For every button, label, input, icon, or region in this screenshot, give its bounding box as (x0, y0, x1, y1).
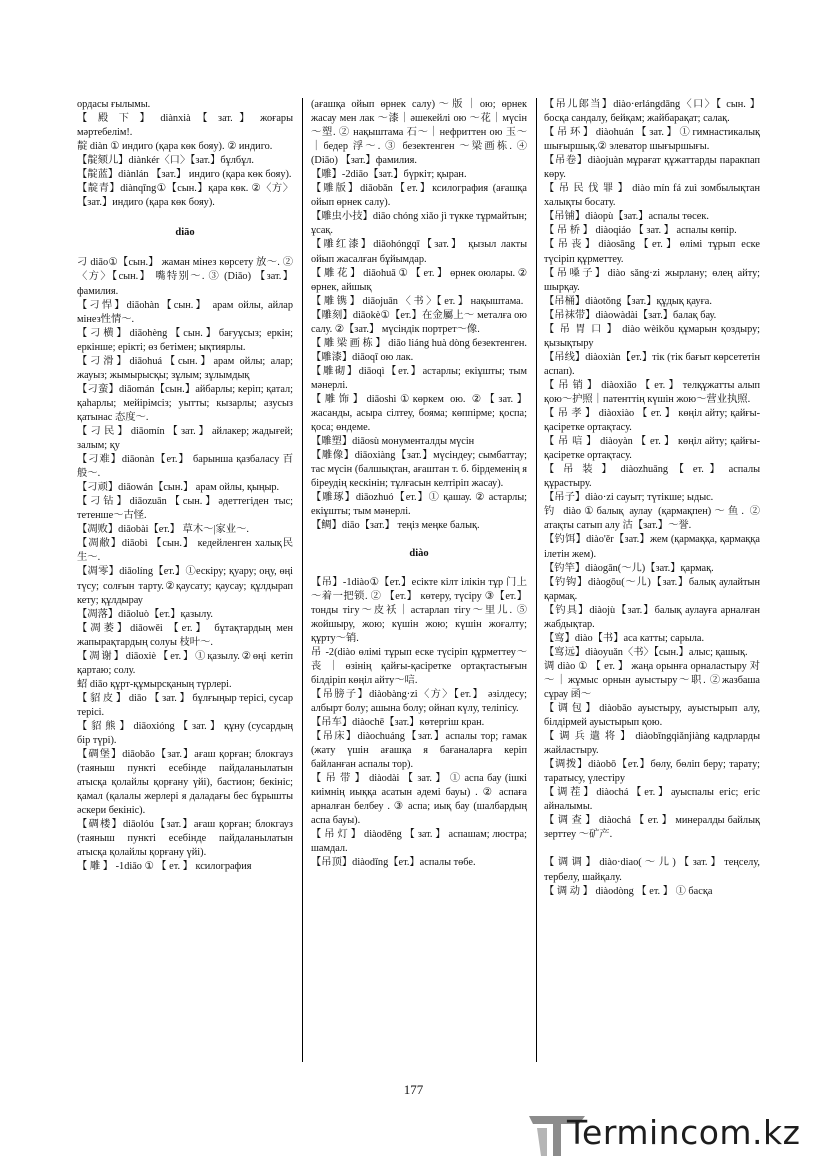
dictionary-entry: 【吊儿郎当】diào·erlángdāng〈口〉【 сын. 】 босқа сандалу, бейқам; жайбарақат; салақ. (544, 99, 760, 125)
dictionary-entry: 【 调 调 】 diào·diao( ～ 儿 ) 【 зат. 】 теңселу, тербелу, шайқалу. (544, 857, 760, 883)
column-divider (302, 98, 303, 1062)
dictionary-entry: 【雕琢】diāozhuó【ет.】① қашау. ② астарлы; екіұшты; тым мәнерлі. (311, 492, 527, 518)
dictionary-entry: 【靛颏儿】diànkér〈口〉【зат.】бұлбұл. (77, 155, 254, 167)
dictionary-entry: 【刁悍】diāohàn【сын.】 арам ойлы, айлар мінез性情～. (77, 299, 293, 325)
dictionary-entry: 【雕刻】diāokè①【ет.】在金屬上～ металға ою салу. ②【зат.】 мүсіндік портрет～像. (311, 309, 527, 335)
dictionary-entry: 吊 -2(diào өлімі тұрып еске түсіріп құрметтеу～丧｜өзінің қайғы-қасіретке ортақтастығын білдіріп көңіл айту～唁. (311, 646, 527, 686)
dictionary-entry: 【 雕 梁 画 栋 】 diāo liáng huà dòng безектенген. (311, 337, 527, 349)
dictionary-entry: 蛁 diāo құрт-құмырсқаның түрлері. (77, 678, 232, 690)
page-number: 177 (403, 1082, 424, 1097)
dictionary-entry: 【刁蛮】diāomán【сын.】айбарлы; керіп; қатал; қаһарлы; мейірімсіз; уытты; кызарлы; азусыз қатынас 态度～. (77, 383, 293, 423)
dictionary-entry: 【 吊 桥 】 diàoqiáo 【 зат. 】 аспалы көпір. (544, 225, 737, 237)
dictionary-entry: 【雕砌】diāoqì【ет.】астарлы; екіұшты; тым мәнерлі. (311, 365, 527, 391)
column-divider (536, 98, 537, 1062)
dictionary-entry: 【雕虫小技】diāo chóng xiǎo jì түкке тұрмайтын; ұсақ. (311, 211, 527, 237)
dictionary-entry: 【钓具】diàojù【зат.】балық аулауға арналған жабдықтар. (544, 604, 760, 630)
dictionary-entry: 【 吊 胃 口 】 diào wèikǒu құмарын қоздыру; қызықтыру (544, 323, 760, 349)
dictionary-entry: 靛 diàn ① индиго (қара көк бояу). ② индиго. (77, 141, 273, 153)
dictionary-entry: 【调包】diàobāo ауыстыру, ауыстырып алу, білдірмей ауыстырып қою. (544, 703, 760, 729)
dictionary-entry: ордасы ғылымы. (77, 99, 151, 110)
dictionary-entry: 【 刁 民 】 diāomín 【 зат. 】 айлакер; жадығей; залым; қу (77, 425, 293, 452)
dictionary-entry: 【 殿 下 】 diànxià 【 зат. 】 жоғары мәртебелім!. (77, 113, 293, 139)
entry-spacer (544, 842, 760, 856)
section-heading: diào (409, 548, 429, 560)
dictionary-entry: 【 雕 镌 】 diāojuān 〈 书 〉【 ет. 】 нақыштама. (311, 295, 524, 307)
dictionary-entry: 【凋落】diāoluò【ет.】қазылу. (77, 608, 213, 620)
dictionary-entry: 【吊桶】diàotǒng【зат.】құдық қауға. (544, 295, 712, 307)
column-3 (544, 98, 760, 899)
dictionary-entry: 【 雕 花 】 diāohuā ① 【 ет. 】 өрнек оюлары. ② өрнек, айшық (311, 267, 527, 293)
dictionary-entry: 【凋谢】diāoxiè【ет.】①қазылу.②өңі кетіп қартаю; солу. (77, 650, 293, 676)
dictionary-entry: 【鲷】diāo【зат.】 теңіз меңке балық. (311, 520, 480, 532)
dictionary-entry: 【凋败】diāobài【ет.】 草木～|家业～. (77, 524, 249, 536)
dictionary-entry: 【 调 动 】 diàodòng 【 ет. 】 ① басқа (544, 885, 713, 897)
column-1 (77, 98, 293, 874)
dictionary-entry: 【吊】-1diào①【ет.】есікте кілт ілікін тұр 门上～着一把锁. ② 【ет.】 көтеру, түсіру ③【ет.】 тонды тігу～皮袄｜астарлап тігу～里儿. ⑤ жойшыру, жою; күшін жою; күшін жоғалту; құрту～销. (311, 576, 527, 644)
dictionary-entry: 【雕】-2diāo【зат.】бүркіт; қыран. (311, 169, 467, 181)
dictionary-entry: 【吊铺】diàopù【зат.】аспалы төсек. (544, 211, 709, 223)
dictionary-entry: 【凋萎】diāowěi 【ет.】 бұтақтардың мен жапырақтардың солуы 枝叶～. (77, 622, 293, 648)
dictionary-entry: 【吊膀子】diàobàng·zi〈方〉【ет.】 әзілдесу; албырт болу; ашына болу; ойнап күлу, теліпісу. (311, 688, 527, 714)
dictionary-entry: 【雕像】diāoxiàng【зат.】мүсіндеу; сымбаттау; тас мүсін (балшықтан, ағаштан т. б. бірдеменің я біреудің кескінін; тұлғасын келтіріп жасау). (311, 450, 527, 490)
dictionary-entry: 【刁难】diāonàn【ет.】 барынша қазбаласу 百般～. (77, 454, 293, 480)
dictionary-entry: 【 调 查 】 diàochá 【 ет. 】 минералды байлық зерттеу ～矿产. (544, 815, 760, 841)
termincom-logo[interactable] (527, 1110, 817, 1158)
dictionary-entry: 【刁顽】diāowán【сын.】 арам ойлы, қыңыр. (77, 482, 280, 494)
dictionary-entry: 【凋敝】diāobì 【сын.】 кедейленген халық民生～. (77, 538, 293, 564)
dictionary-entry: 【 雕 】 -1diāo ① 【 ет. 】 ксилография (77, 861, 252, 873)
dictionary-entry: 【吊嗓子】diào sǎng·zi жырлану; өлең айту; шырқау. (544, 267, 760, 293)
dictionary-entry: 【 吊 民 伐 罪 】 diào mín fá zuì зомбылықтан халықты босату. (544, 183, 760, 209)
dictionary-entry: (ағашқа ойып өрнек салу)～版｜ою; өрнек жасау мен лак ～漆｜әшекейлі ою ～花｜мүсін ～塑. ② нақыштама 石～｜нефриттен ою 玉～｜бедер 浮～. ③ безектенген ～梁画栋. ④ (Diāo) 【зат.】фамилия. (311, 99, 527, 167)
dictionary-entry: 【凋零】diāolíng【ет.】①ескіру; қуару; оңу, өңі түсу; солғын тарту.②қаусату; қаусау; құлдырап кету; құлдырау (77, 566, 293, 606)
dictionary-entry: 【雕版】diāobǎn【ет.】ксилография (ағашқа ойып өрнек салу). (311, 183, 527, 209)
dictionary-entry: 【 吊 孝 】 diàoxiào 【 ет. 】 көңіл айту; қайғы-қасіретке ортақтасу. (544, 408, 760, 434)
dictionary-entry: 【钓竿】diàogān(～儿)【зат.】қармақ. (544, 562, 714, 574)
dictionary-entry: 【窎】diào【书】аса катты; сарыла. (544, 632, 705, 644)
dictionary-entry: 调 diào ① 【 ет. 】 жаңа орынға орналастыру 对～｜жұмыс орнын ауыстыру～职. ②жазбаша сұрау 函～ (544, 660, 760, 700)
dictionary-entry: 【雕红漆】diāohóngqī【зат.】 қызыл лакты ойып жасалған бұйымдар. (311, 239, 527, 265)
dictionary-entry: 【碉楼】diāolóu【зат.】ағаш қорған; блокгауз (таяныш пункті есебінде пайдаланылатын атысқа қолайлы қорғану үйі). (77, 819, 293, 859)
dictionary-entry: 【碉堡】diāobǎo【зат.】ағаш қорған; блокгауз (таяныш пункті есебінде пайдаланылатын атысқа қолайлы қорғану үйі), бастион; бекініс; қамал (қалалы жерлері я даладағы бес бұрышты әскери бекініс). (77, 749, 293, 817)
dictionary-entry: 【钓饵】diào'ěr【зат.】жем (қармаққа, қармаққа ілетін жем). (544, 534, 760, 560)
dictionary-entry: 【雕漆】diāoqī ою лак. (311, 351, 414, 363)
dictionary-entry: 【吊车】diàochē【зат.】көтергіш кран. (311, 716, 485, 728)
dictionary-entry: 【吊线】diàoxiàn【ет.】тік (тік бағыт көрсететін аспап). (544, 351, 760, 377)
dictionary-entry: 【吊床】diàochuáng【зат.】аспалы тор; гамак (жату үшін ағашқа я бағаналарға керіп байланған аспалы тор). (311, 731, 527, 771)
dictionary-entry: 钓 diào①балық аулау (қармақпен)～鱼. ② атақты сатып алу 沽【зат.】～誉. (544, 506, 760, 532)
dictionary-entry: 【 吊 唁 】 diàoyàn 【 ет. 】 көңіл айту; қайғы-қасіретке ортақтасу. (544, 436, 760, 462)
dictionary-entry: 【 吊 灯 】 diàodēng 【 зат. 】 аспашам; люстра; шамдал. (311, 829, 527, 855)
logo-text: Termincom.kz (567, 1113, 801, 1152)
dictionary-entry: 【 貂 皮 】 diāo 【 зат. 】 бұлғыңыр терісі, сусар терісі. (77, 692, 293, 718)
dictionary-entry: 【靛蓝】diànlán 【зат.】 индиго (қара көк бояу). (77, 169, 292, 181)
dictionary-entry: 刁 diāo①【сын.】 жаман мінез көрсету 放～. ②〈方〉【сын.】 嘴特别～. ③ (Diāo) 【зат.】фамилия. (77, 257, 293, 297)
dictionary-entry: 【 吊 带 】 diàodài 【 зат. 】 ① аспа бау (ішкі киімнің иыққа асатын әдемі бауы) . ② аспаға арналған белбеу . ③ аспа; иық бау (шалбардың аспа бауы). (311, 773, 527, 827)
dictionary-entry: 【 调 兵 遣 将 】 diàobīngqiǎnjiàng кадрларды жайластыру. (544, 731, 760, 757)
dictionary-entry: 【刁横】diāohèng【сын.】бағуұсыз; еркін; еркінше; ерікті; өз бетімен; ықтиярлы. (77, 327, 293, 353)
dictionary-entry: 【调茬】diàochá【ет.】ауыспалы егіс; егіс айналымы. (544, 787, 760, 813)
dictionary-entry: 【吊袜带】diàowàdài【зат.】балақ бау. (544, 309, 717, 321)
dictionary-entry: 【吊卷】diàojuàn мұрағат құжаттарды паракпап көру. (544, 155, 760, 181)
dictionary-entry: 【刁钻】diāozuān【сын.】әдеттегіден тыс; тетенше～古怪. (77, 496, 293, 522)
dictionary-entry: 【 吊 销 】 diàoxiāo 【 ет. 】 телқұжатты алып қою～护照｜патенттің күшін жою～营业执照. (544, 379, 760, 405)
dictionary-entry: 【雕塑】diāosù монументалды мүсін (311, 436, 475, 448)
dictionary-entry: 【靛青】diànqīng①【сын.】қара көк. ②〈方〉【зат.】индиго (қара көк бояу). (77, 183, 293, 209)
dictionary-entry: 【雕饰】diāoshì①көркем ою. ②【зат.】 жасанды, асыра сілтеу, бояма; көппірме; қоспа; қоса; өндеме. (311, 393, 527, 434)
dictionary-entry: 【吊丧】diàosāng【ет.】өлімі тұрып еске түсіріп құрметтеу. (544, 239, 760, 265)
dictionary-entry: 【 貂 熊 】 diāoxióng 【 зат. 】 құну (сусардың бір түрі). (77, 720, 293, 747)
section-heading: diāo (175, 227, 195, 239)
dictionary-entry: 【 吊 环 】 diàohuán 【 зат. 】 ① гимнастикалық шығыршық.② элеватор шығыршығы. (544, 127, 760, 153)
dictionary-entry: 【刁滑】diāohuá【сын.】арам ойлы; алар; жауыз; жымырысқы; зұлым; зұлымдық (77, 355, 293, 381)
dictionary-entry: 【 吊 装 】 diàozhuāng 【 ет. 】 аспалы құрастыру. (544, 464, 760, 490)
dictionary-entry: 【吊子】diào·zi сауыт; түтікше; ыдыс. (544, 492, 714, 504)
dictionary-entry: 【调拨】diàobō【ет.】бөлу, бөліп беру; тарату; таратысу, үлестіру (544, 759, 760, 785)
column-2 (311, 98, 527, 870)
dictionary-entry: 【吊顶】diàodǐng【ет.】аспалы төбе. (311, 857, 476, 869)
dictionary-entry: 【窎远】diàoyuǎn〈书〉【сын.】алыс; қашық. (544, 646, 748, 658)
dictionary-entry: 【钓钩】diàogōu(～儿)【зат.】балық аулайтын қармақ. (544, 576, 760, 602)
